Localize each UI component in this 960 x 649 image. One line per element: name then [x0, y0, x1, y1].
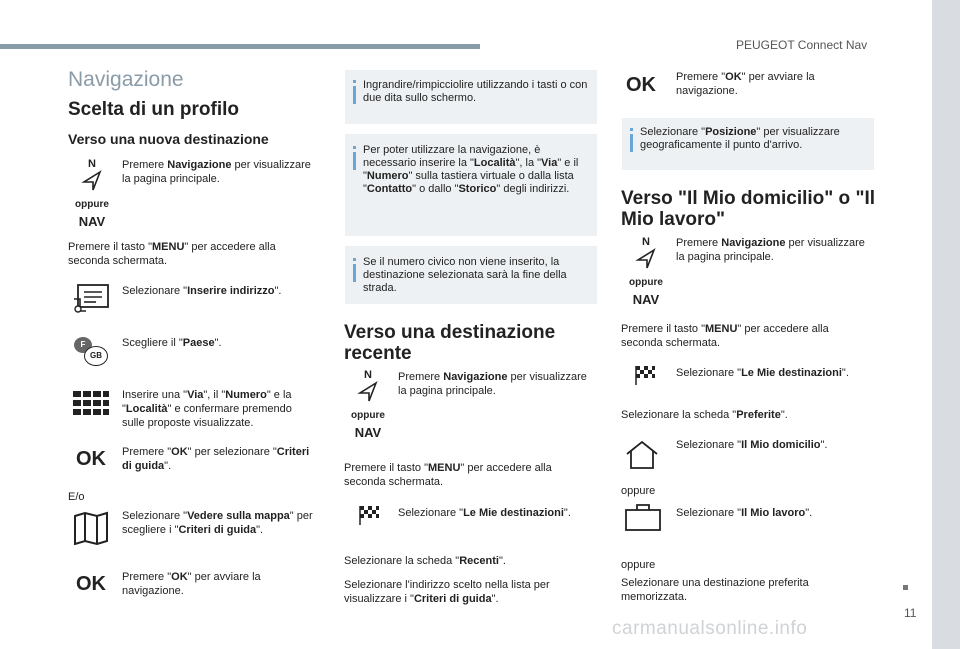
step-press-navigation: Premere Navigazione per visualizzare la pagina principale. — [676, 237, 865, 263]
page-marker — [903, 585, 908, 590]
info-note-required-fields: Per poter utilizzare la navigazione, è necessario inserire la "Località", la "Via" e il "Numero" sulla tastiera virtuale o dalla lista "Contatto" o dallo "Storico" degli indirizzi. — [345, 134, 597, 236]
new-destination-title: Verso una nuova destinazione — [68, 131, 269, 147]
recent-destination-title: Verso una destinazione recente — [344, 322, 556, 364]
navigation-arrow-icon — [356, 381, 380, 403]
north-label: N — [642, 236, 650, 248]
page-side-strip — [932, 0, 960, 649]
nav-button-label: NAV — [78, 214, 106, 229]
north-label: N — [364, 369, 372, 381]
checkered-flag-icon — [634, 364, 656, 386]
step-press-ok-criteria: Premere "OK" per selezionare "Criteri di guida". — [122, 446, 310, 472]
info-note-house-number: Se il numero civico non viene inserito, la destinazione selezionata sarà la fine della strada. — [345, 246, 597, 304]
or-label: oppure — [351, 410, 385, 421]
nav-button-group — [616, 236, 676, 307]
step-select-address-list: Selezionare l'indirizzo scelto nella lista per visualizzare i "Criteri di guida". — [344, 579, 550, 605]
step-press-menu: Premere il tasto "MENU" per accedere alla seconda schermata. — [621, 323, 829, 349]
or-label: oppure — [621, 485, 656, 497]
map-icon — [72, 511, 110, 545]
info-note-position: Selezionare "Posizione" per visualizzare geograficamente il punto d'arrivo. — [622, 118, 874, 170]
step-select-my-destinations: Selezionare "Le Mie destinazioni". — [676, 367, 849, 379]
step-select-recent-tab: Selezionare la scheda "Recenti". — [344, 555, 506, 567]
or-label: oppure — [621, 559, 656, 571]
step-press-navigation: Premere Navigazione per visualizzare la pagina principale. — [398, 371, 587, 397]
nav-button-label: NAV — [632, 292, 660, 307]
profile-title: Scelta di un profilo — [68, 99, 240, 120]
step-press-menu: Premere il tasto "MENU" per accedere alla seconda schermata. — [344, 462, 552, 488]
step-select-address: Selezionare "Inserire indirizzo". — [122, 285, 282, 297]
navigation-arrow-icon — [634, 248, 658, 270]
step-press-ok-start: Premere "OK" per avviare la navigazione. — [122, 571, 261, 597]
or-label: oppure — [629, 277, 663, 288]
nav-button-group — [338, 369, 398, 440]
navigation-arrow-icon — [80, 170, 104, 192]
checkered-flag-icon — [358, 504, 380, 526]
nav-button-group — [62, 158, 122, 229]
country-flags-icon: F GB — [74, 337, 108, 367]
step-select-favorites-tab: Selezionare la scheda "Preferite". — [621, 409, 788, 421]
header-rule — [0, 44, 480, 49]
ok-button-icon: OK — [76, 448, 106, 470]
watermark: carmanualsonline.info — [612, 618, 808, 639]
or-label: oppure — [75, 199, 109, 210]
step-select-work: Selezionare "Il Mio lavoro". — [676, 507, 813, 519]
step-press-navigation: Premere Navigazione per visualizzare la pagina principale. — [122, 159, 311, 185]
step-select-my-destinations: Selezionare "Le Mie destinazioni". — [398, 507, 571, 519]
brand-label: PEUGEOT Connect Nav — [736, 38, 868, 52]
north-label: N — [88, 158, 96, 170]
step-choose-country: Scegliere il "Paese". — [122, 337, 222, 349]
ok-button-icon: OK — [76, 573, 106, 595]
nav-button-label: NAV — [354, 425, 382, 440]
step-select-saved-favorite: Selezionare una destinazione preferita memorizzata. — [621, 577, 809, 603]
step-press-ok-start: Premere "OK" per avviare la navigazione. — [676, 71, 815, 97]
step-press-menu: Premere il tasto "MENU" per accedere alla seconda schermata. — [68, 241, 276, 267]
step-view-map: Selezionare "Vedere sulla mappa" per scegliere i "Criteri di guida". — [122, 510, 313, 536]
page-number: 11 — [904, 606, 917, 620]
step-select-home: Selezionare "Il Mio domicilio". — [676, 439, 828, 451]
step-enter-street: Inserire una "Via", il "Numero" e la "Località" e confermare premendo sulle proposte visualizzate. — [122, 389, 292, 429]
ok-button-icon: OK — [626, 74, 656, 96]
info-note-zoom: Ingrandire/rimpicciolire utilizzando i tasti o con due dita sullo schermo. — [345, 70, 597, 124]
briefcase-icon — [624, 502, 662, 532]
keyboard-icon — [72, 390, 110, 418]
address-entry-icon — [72, 283, 110, 315]
home-icon — [624, 440, 660, 470]
and-or-label: E/o — [68, 491, 85, 503]
home-work-title: Verso "Il Mio domicilio" o "Il Mio lavoro" — [621, 188, 876, 230]
section-title: Navigazione — [68, 68, 184, 91]
